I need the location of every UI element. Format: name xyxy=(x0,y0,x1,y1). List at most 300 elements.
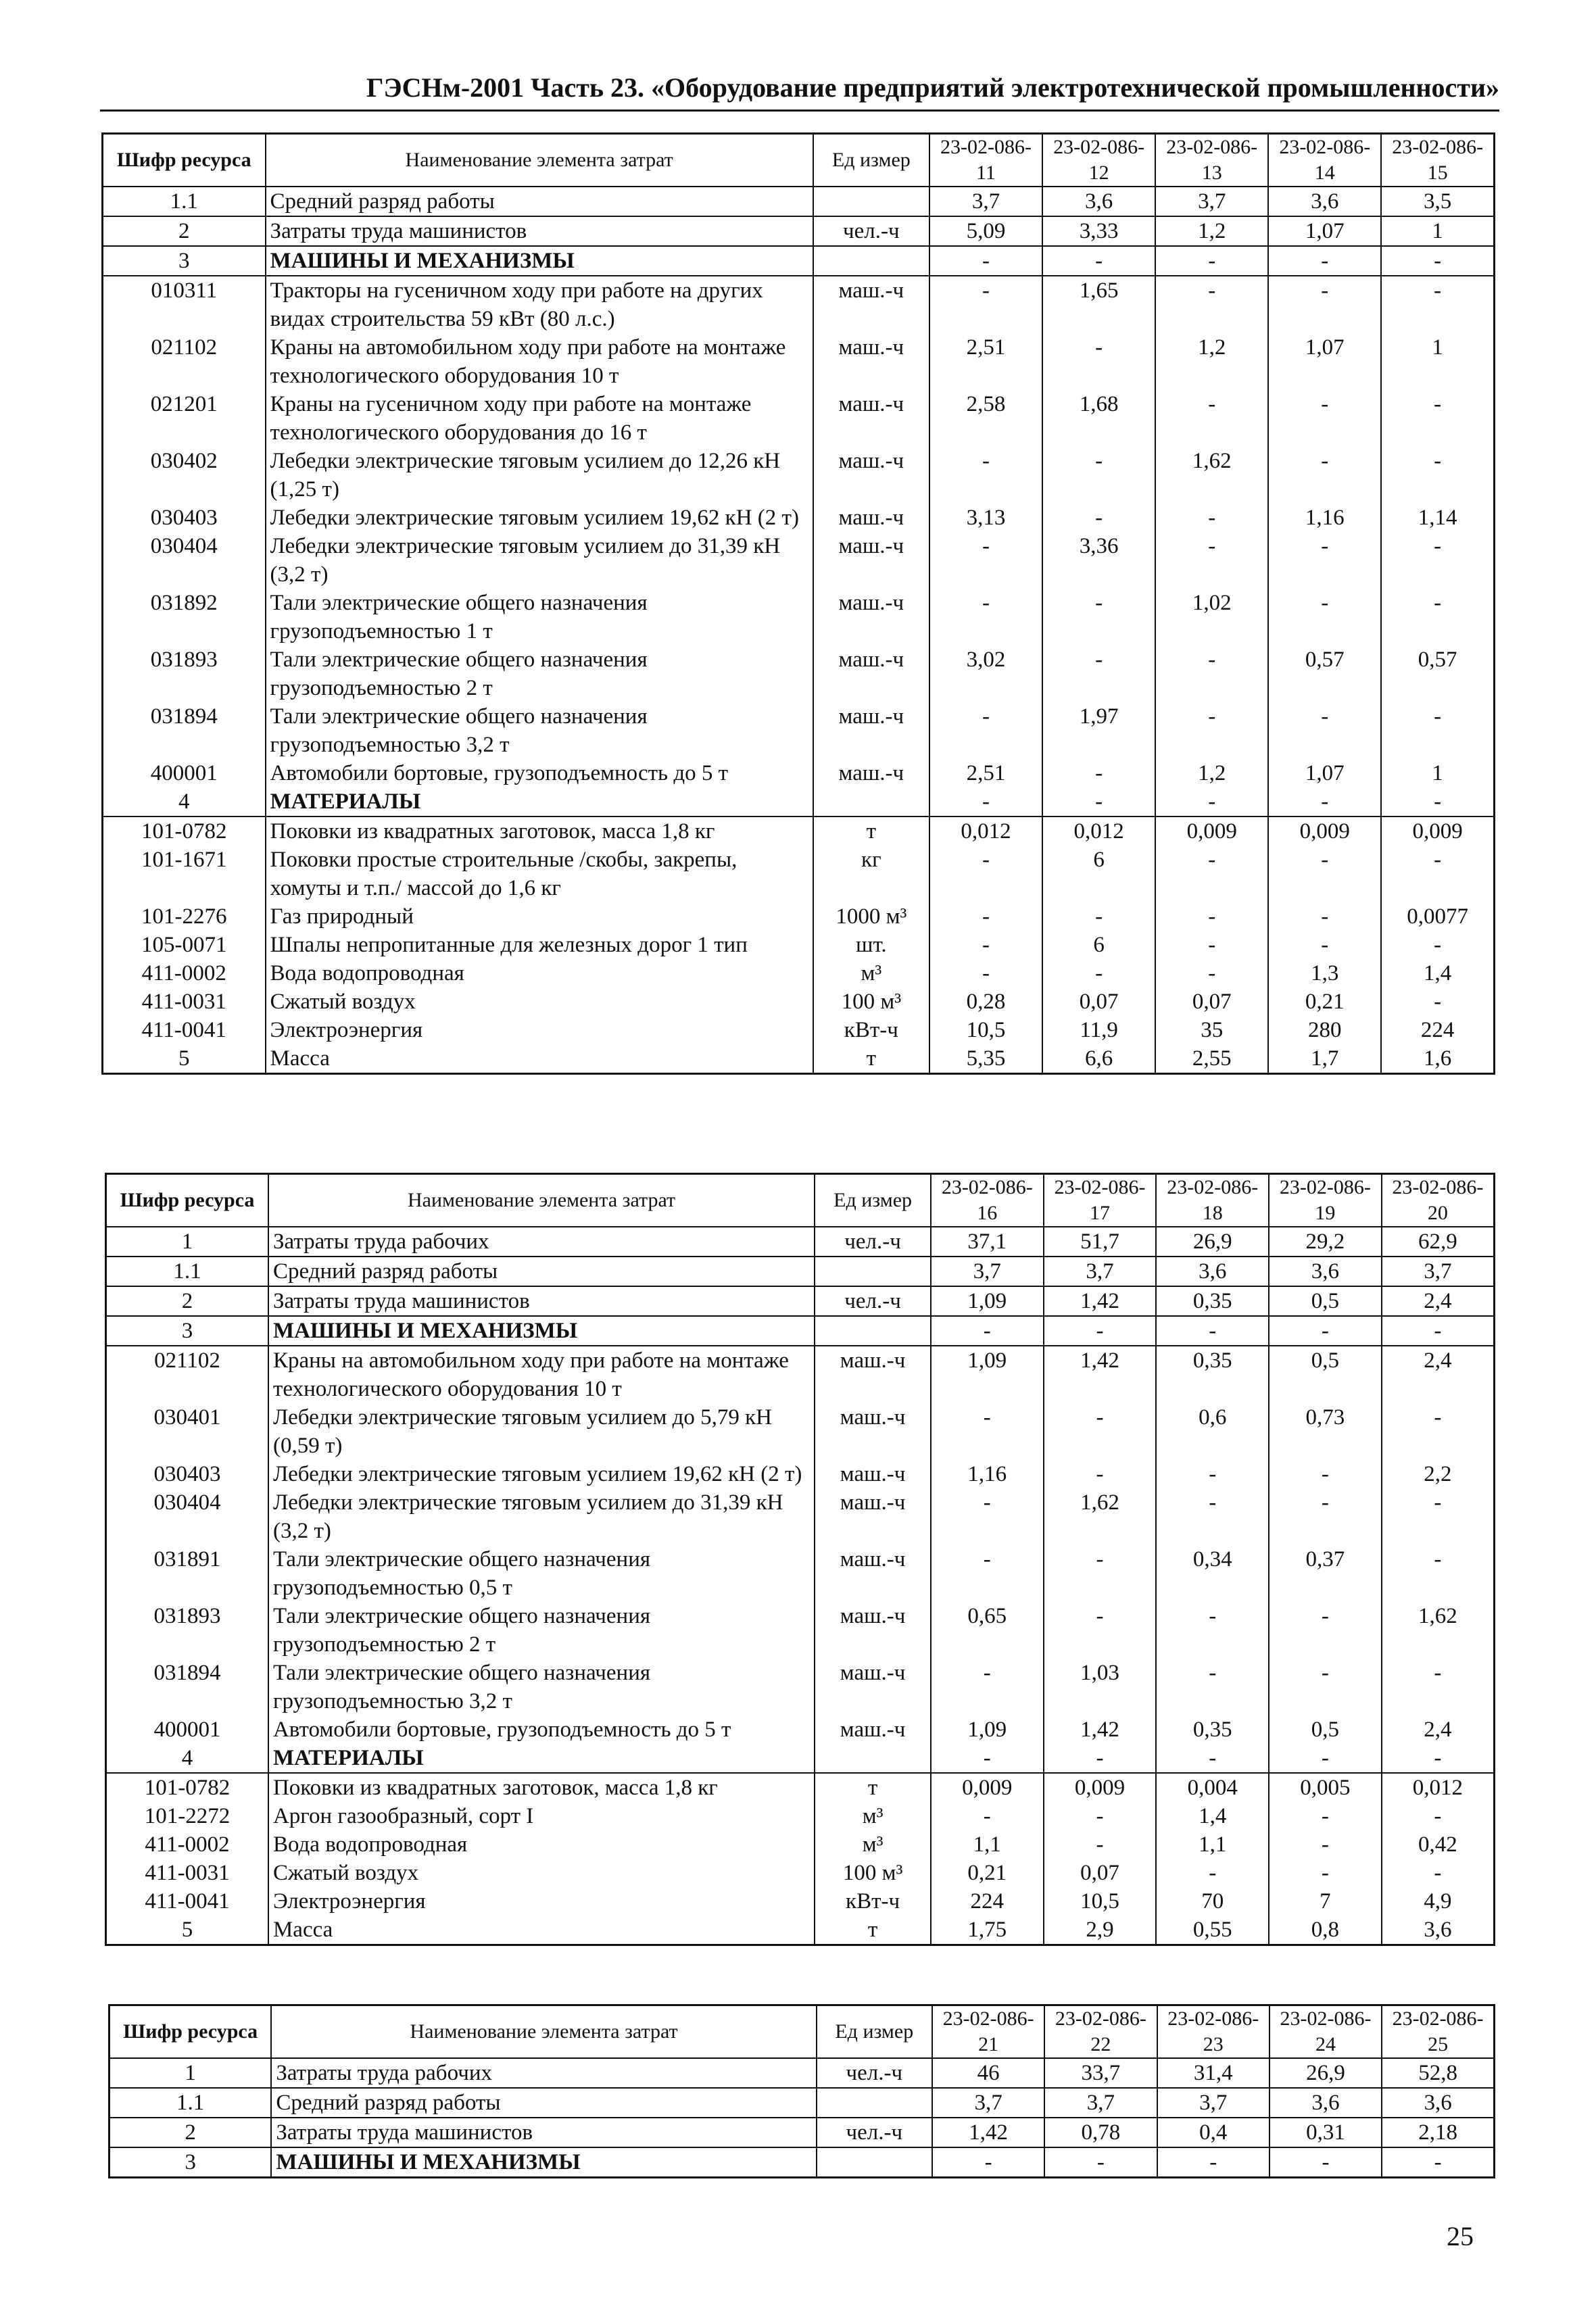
cell-value: - xyxy=(1044,1830,1157,1859)
cell-value: - xyxy=(1269,1602,1382,1659)
cell-value: - xyxy=(929,589,1042,645)
cell-value: - xyxy=(1381,447,1494,504)
cell-value: - xyxy=(1381,276,1494,333)
cell-value: 5,09 xyxy=(929,216,1042,246)
table-row xyxy=(106,1916,1495,1945)
table-row xyxy=(106,1227,1495,1257)
cell-unit: маш.-ч xyxy=(813,276,929,333)
table-row xyxy=(103,787,1495,817)
cell-value: 1,07 xyxy=(1268,216,1381,246)
cell-value: 0,35 xyxy=(1156,1286,1269,1316)
cell-value: 3,7 xyxy=(1157,2088,1269,2118)
cell-value: - xyxy=(1044,1602,1157,1659)
table-row xyxy=(106,1403,1495,1460)
cell-value: 1,16 xyxy=(931,1460,1044,1488)
cell-code: 4 xyxy=(106,1744,268,1773)
table-row xyxy=(106,1257,1495,1286)
table-row xyxy=(103,589,1495,645)
cell-value: - xyxy=(1269,1802,1382,1830)
cell-name: МАШИНЫ И МЕХАНИЗМЫ xyxy=(266,246,813,276)
cell-value: - xyxy=(1381,390,1494,447)
cell-value: - xyxy=(1155,276,1268,333)
cell-name: Тали электрические общего назначения грузоподъемностью 0,5 т xyxy=(268,1545,815,1602)
table-row xyxy=(106,1802,1495,1830)
cell-value: 0,5 xyxy=(1269,1286,1382,1316)
cell-name: Средний разряд работы xyxy=(266,187,813,216)
cell-unit: маш.-ч xyxy=(815,1715,931,1744)
cell-unit: 1000 м³ xyxy=(813,902,929,931)
cell-code: 1.1 xyxy=(103,187,266,216)
cell-value: 1,65 xyxy=(1042,276,1155,333)
cell-code: 031891 xyxy=(106,1545,268,1602)
header-norm-id: 23-02-086-16 xyxy=(931,1174,1044,1227)
table-row xyxy=(106,1887,1495,1916)
header-unit: Ед измер xyxy=(813,134,929,187)
cell-name: Лебедки электрические тяговым усилием до 5,79 кН (0,59 т) xyxy=(268,1403,815,1460)
cell-unit: м³ xyxy=(813,959,929,988)
table-row xyxy=(103,504,1495,532)
cell-value: - xyxy=(1268,846,1381,902)
cell-code: 411-0031 xyxy=(106,1859,268,1887)
cell-value: 3,33 xyxy=(1042,216,1155,246)
cell-value: 0,07 xyxy=(1044,1859,1157,1887)
cell-name: Поковки из квадратных заготовок, масса 1,8 кг xyxy=(268,1773,815,1802)
cell-code: 030404 xyxy=(106,1488,268,1545)
cell-value: 1,09 xyxy=(931,1346,1044,1403)
cell-value: 2,4 xyxy=(1382,1346,1495,1403)
cell-value: 1,1 xyxy=(931,1830,1044,1859)
cell-value: - xyxy=(931,1744,1044,1773)
resource-table-3 xyxy=(108,2004,1495,2178)
table-row xyxy=(106,1744,1495,1773)
cell-value: 33,7 xyxy=(1044,2058,1157,2088)
cell-name: Лебедки электрические тяговым усилием 19,62 кН (2 т) xyxy=(268,1460,815,1488)
cell-value: 0,65 xyxy=(931,1602,1044,1659)
cell-value: - xyxy=(1155,390,1268,447)
cell-value: 1,09 xyxy=(931,1286,1044,1316)
cell-name: МАШИНЫ И МЕХАНИЗМЫ xyxy=(268,1316,815,1346)
cell-unit: кВт-ч xyxy=(815,1887,931,1916)
cell-code: 101-1671 xyxy=(103,846,266,902)
cell-unit: маш.-ч xyxy=(813,702,929,759)
cell-value: 3,02 xyxy=(929,645,1042,702)
table-row xyxy=(103,276,1495,333)
cell-name: Краны на автомобильном ходу при работе на монтаже технологического оборудования 10 т xyxy=(268,1346,815,1403)
cell-value: 3,7 xyxy=(1155,187,1268,216)
cell-value: - xyxy=(1155,931,1268,959)
cell-value: 1 xyxy=(1381,216,1494,246)
table-row xyxy=(103,931,1495,959)
cell-unit: маш.-ч xyxy=(815,1460,931,1488)
cell-unit: т xyxy=(813,817,929,846)
cell-name: Автомобили бортовые, грузоподъемность до 5 т xyxy=(266,759,813,787)
cell-value: 3,6 xyxy=(1042,187,1155,216)
cell-value: 0,34 xyxy=(1156,1545,1269,1602)
table-row xyxy=(103,902,1495,931)
cell-unit: кг xyxy=(813,846,929,902)
cell-name: Аргон газообразный, сорт I xyxy=(268,1802,815,1830)
cell-value: - xyxy=(1157,2147,1269,2178)
cell-unit xyxy=(815,1316,931,1346)
cell-code: 2 xyxy=(103,216,266,246)
cell-value: 1,97 xyxy=(1042,702,1155,759)
cell-name: МАТЕРИАЛЫ xyxy=(266,787,813,817)
cell-value: - xyxy=(1042,333,1155,390)
table-row xyxy=(103,702,1495,759)
cell-value: 31,4 xyxy=(1157,2058,1269,2088)
cell-value: - xyxy=(1155,504,1268,532)
cell-unit: маш.-ч xyxy=(813,532,929,589)
cell-name: Вода водопроводная xyxy=(268,1830,815,1859)
table-row xyxy=(103,216,1495,246)
cell-value: - xyxy=(1042,589,1155,645)
cell-unit: м³ xyxy=(815,1830,931,1859)
cell-value: - xyxy=(1382,1659,1495,1715)
cell-code: 021102 xyxy=(106,1346,268,1403)
table-row xyxy=(103,333,1495,390)
cell-name: Тали электрические общего назначения грузоподъемностью 3,2 т xyxy=(266,702,813,759)
cell-value: - xyxy=(1155,902,1268,931)
header-norm-id: 23-02-086-19 xyxy=(1269,1174,1382,1227)
cell-value: 3,7 xyxy=(1044,1257,1157,1286)
cell-value: - xyxy=(1042,759,1155,787)
header-name: Наименование элемента затрат xyxy=(271,2005,816,2059)
cell-value: - xyxy=(1042,246,1155,276)
cell-value: 2,4 xyxy=(1382,1286,1495,1316)
cell-unit: 100 м³ xyxy=(815,1859,931,1887)
cell-value: 224 xyxy=(1381,1016,1494,1044)
table-row xyxy=(106,1715,1495,1744)
header-norm-id: 23-02-086-11 xyxy=(929,134,1042,187)
cell-code: 030403 xyxy=(103,504,266,532)
table-row xyxy=(106,1488,1495,1545)
cell-value: 0,42 xyxy=(1382,1830,1495,1859)
cell-unit: чел.-ч xyxy=(817,2118,932,2147)
cell-value: 0,35 xyxy=(1156,1346,1269,1403)
cell-code: 5 xyxy=(106,1916,268,1945)
cell-value: - xyxy=(1044,1403,1157,1460)
cell-value: - xyxy=(1268,931,1381,959)
cell-value: - xyxy=(1269,1316,1382,1346)
cell-value: 4,9 xyxy=(1382,1887,1495,1916)
cell-value: - xyxy=(1156,1859,1269,1887)
cell-unit: т xyxy=(815,1916,931,1945)
cell-name: Лебедки электрические тяговым усилием 19,62 кН (2 т) xyxy=(266,504,813,532)
cell-value: - xyxy=(1155,787,1268,817)
cell-value: - xyxy=(1044,1460,1157,1488)
cell-value: - xyxy=(1042,447,1155,504)
cell-value: 1,62 xyxy=(1382,1602,1495,1659)
cell-value: 0,0077 xyxy=(1381,902,1494,931)
cell-value: - xyxy=(1042,787,1155,817)
cell-value: 1,4 xyxy=(1156,1802,1269,1830)
cell-unit: чел.-ч xyxy=(817,2058,932,2088)
cell-name: МАШИНЫ И МЕХАНИЗМЫ xyxy=(271,2147,816,2178)
cell-value: 2,9 xyxy=(1044,1916,1157,1945)
cell-name: Шпалы непропитанные для железных дорог 1 тип xyxy=(266,931,813,959)
cell-code: 031893 xyxy=(103,645,266,702)
cell-value: - xyxy=(929,702,1042,759)
cell-unit xyxy=(813,246,929,276)
header-norm-id: 23-02-086-21 xyxy=(932,2005,1044,2059)
cell-value: - xyxy=(931,1316,1044,1346)
cell-value: 1,02 xyxy=(1155,589,1268,645)
cell-name: Тали электрические общего назначения грузоподъемностью 1 т xyxy=(266,589,813,645)
cell-value: - xyxy=(1381,787,1494,817)
cell-unit xyxy=(813,787,929,817)
cell-value: 1,16 xyxy=(1268,504,1381,532)
table-header-row xyxy=(103,134,1495,187)
cell-value: 35 xyxy=(1155,1016,1268,1044)
cell-value: - xyxy=(1382,1802,1495,1830)
cell-unit: маш.-ч xyxy=(813,447,929,504)
cell-value: - xyxy=(1042,504,1155,532)
cell-name: Сжатый воздух xyxy=(268,1859,815,1887)
cell-code: 4 xyxy=(103,787,266,817)
header-norm-id: 23-02-086-15 xyxy=(1381,134,1494,187)
cell-value: 2,58 xyxy=(929,390,1042,447)
cell-name: Вода водопроводная xyxy=(266,959,813,988)
cell-code: 030401 xyxy=(106,1403,268,1460)
cell-value: 2,55 xyxy=(1155,1044,1268,1074)
cell-value: 0,31 xyxy=(1269,2118,1382,2147)
cell-value: - xyxy=(1268,246,1381,276)
cell-value: 0,37 xyxy=(1269,1545,1382,1602)
table-row xyxy=(103,447,1495,504)
header-norm-id: 23-02-086-25 xyxy=(1382,2005,1494,2059)
cell-value: - xyxy=(1042,902,1155,931)
cell-name: Автомобили бортовые, грузоподъемность до 5 т xyxy=(268,1715,815,1744)
cell-value: 1,62 xyxy=(1155,447,1268,504)
resource-table-1 xyxy=(101,132,1495,1075)
header-norm-id: 23-02-086-20 xyxy=(1382,1174,1495,1227)
cell-value: 3,7 xyxy=(932,2088,1044,2118)
cell-value: 6,6 xyxy=(1042,1044,1155,1074)
cell-value: 3,7 xyxy=(1044,2088,1157,2118)
table-row xyxy=(110,2088,1495,2118)
cell-value: - xyxy=(1044,1316,1157,1346)
cell-unit: маш.-ч xyxy=(815,1403,931,1460)
cell-value: - xyxy=(1382,1859,1495,1887)
cell-value: 1,1 xyxy=(1156,1830,1269,1859)
cell-name: Лебедки электрические тяговым усилием до 31,39 кН (3,2 т) xyxy=(268,1488,815,1545)
cell-unit: маш.-ч xyxy=(813,390,929,447)
cell-value: - xyxy=(1269,2147,1382,2178)
table-row xyxy=(106,1830,1495,1859)
cell-code: 2 xyxy=(110,2118,272,2147)
table-row xyxy=(110,2147,1495,2178)
cell-code: 411-0041 xyxy=(103,1016,266,1044)
cell-value: 0,07 xyxy=(1155,988,1268,1016)
header-norm-id: 23-02-086-23 xyxy=(1157,2005,1269,2059)
cell-code: 411-0041 xyxy=(106,1887,268,1916)
cell-value: 2,18 xyxy=(1382,2118,1494,2147)
cell-value: - xyxy=(1044,1744,1157,1773)
header-norm-id: 23-02-086-24 xyxy=(1269,2005,1382,2059)
cell-value: - xyxy=(1044,1545,1157,1602)
cell-value: 6 xyxy=(1042,846,1155,902)
cell-value: - xyxy=(929,276,1042,333)
cell-value: 0,004 xyxy=(1156,1773,1269,1802)
cell-code: 030402 xyxy=(103,447,266,504)
cell-unit: чел.-ч xyxy=(815,1227,931,1257)
cell-value: 3,36 xyxy=(1042,532,1155,589)
cell-value: - xyxy=(1268,276,1381,333)
cell-code: 031892 xyxy=(103,589,266,645)
cell-value: 1,75 xyxy=(931,1916,1044,1945)
cell-value: - xyxy=(929,846,1042,902)
cell-value: 0,009 xyxy=(1155,817,1268,846)
cell-value: 0,005 xyxy=(1269,1773,1382,1802)
cell-value: 52,8 xyxy=(1382,2058,1494,2088)
cell-code: 030404 xyxy=(103,532,266,589)
header-code: Шифр ресурса xyxy=(106,1174,268,1227)
cell-name: Тали электрические общего назначения грузоподъемностью 2 т xyxy=(268,1602,815,1659)
cell-value: 2,51 xyxy=(929,333,1042,390)
cell-code: 101-2276 xyxy=(103,902,266,931)
cell-value: 0,4 xyxy=(1157,2118,1269,2147)
table-row xyxy=(106,1773,1495,1802)
cell-value: - xyxy=(931,1403,1044,1460)
cell-value: 224 xyxy=(931,1887,1044,1916)
cell-value: - xyxy=(1042,959,1155,988)
cell-code: 5 xyxy=(103,1044,266,1074)
cell-value: - xyxy=(931,1488,1044,1545)
table-row xyxy=(103,1016,1495,1044)
cell-code: 3 xyxy=(106,1316,268,1346)
cell-name: Электроэнергия xyxy=(266,1016,813,1044)
cell-name: Тали электрические общего назначения грузоподъемностью 3,2 т xyxy=(268,1659,815,1715)
cell-value: 6 xyxy=(1042,931,1155,959)
cell-name: Затраты труда машинистов xyxy=(266,216,813,246)
table-row xyxy=(103,532,1495,589)
cell-value: 0,57 xyxy=(1381,645,1494,702)
cell-name: Газ природный xyxy=(266,902,813,931)
cell-value: - xyxy=(929,959,1042,988)
cell-value: - xyxy=(1044,1802,1157,1830)
cell-value: - xyxy=(1156,1316,1269,1346)
page-number: 25 xyxy=(1447,2221,1474,2251)
header-name: Наименование элемента затрат xyxy=(266,134,813,187)
cell-value: 3,6 xyxy=(1269,2088,1382,2118)
cell-value: - xyxy=(1381,532,1494,589)
cell-unit: м³ xyxy=(815,1802,931,1830)
cell-value: 1,42 xyxy=(1044,1286,1157,1316)
cell-value: 3,6 xyxy=(1156,1257,1269,1286)
cell-value: - xyxy=(1381,589,1494,645)
cell-value: 26,9 xyxy=(1156,1227,1269,1257)
cell-name: Масса xyxy=(268,1916,815,1945)
cell-value: - xyxy=(1042,645,1155,702)
cell-value: - xyxy=(1268,589,1381,645)
cell-unit: маш.-ч xyxy=(813,759,929,787)
cell-name: Краны на автомобильном ходу при работе на монтаже технологического оборудования 10 т xyxy=(266,333,813,390)
cell-value: 3,13 xyxy=(929,504,1042,532)
cell-value: 1,7 xyxy=(1268,1044,1381,1074)
cell-unit xyxy=(817,2147,932,2178)
cell-value: - xyxy=(1268,902,1381,931)
cell-code: 411-0002 xyxy=(106,1830,268,1859)
cell-value: 0,78 xyxy=(1044,2118,1157,2147)
cell-value: 0,73 xyxy=(1269,1403,1382,1460)
header-norm-id: 23-02-086-14 xyxy=(1268,134,1381,187)
cell-code: 021201 xyxy=(103,390,266,447)
cell-unit: чел.-ч xyxy=(815,1286,931,1316)
cell-value: 1,3 xyxy=(1268,959,1381,988)
cell-unit xyxy=(813,187,929,216)
header-norm-id: 23-02-086-17 xyxy=(1044,1174,1157,1227)
cell-value: 10,5 xyxy=(929,1016,1042,1044)
cell-value: - xyxy=(1269,1488,1382,1545)
cell-name: Тракторы на гусеничном ходу при работе на других видах строительства 59 кВт (80 л.с.) xyxy=(266,276,813,333)
cell-value: 1,2 xyxy=(1155,216,1268,246)
cell-value: - xyxy=(1381,931,1494,959)
table-row xyxy=(103,390,1495,447)
cell-code: 3 xyxy=(110,2147,272,2178)
cell-value: 70 xyxy=(1156,1887,1269,1916)
cell-value: - xyxy=(1269,1830,1382,1859)
cell-value: - xyxy=(931,1545,1044,1602)
cell-code: 2 xyxy=(106,1286,268,1316)
header-code: Шифр ресурса xyxy=(103,134,266,187)
cell-value: - xyxy=(1155,645,1268,702)
cell-name: Средний разряд работы xyxy=(271,2088,816,2118)
table-row xyxy=(103,959,1495,988)
cell-code: 030403 xyxy=(106,1460,268,1488)
cell-name: Поковки простые строительные /скобы, закрепы, хомуты и т.п./ массой до 1,6 кг xyxy=(266,846,813,902)
table-row xyxy=(106,1602,1495,1659)
cell-value: 10,5 xyxy=(1044,1887,1157,1916)
cell-value: - xyxy=(929,532,1042,589)
cell-value: - xyxy=(1381,988,1494,1016)
resource-table-2 xyxy=(105,1173,1495,1946)
cell-unit: маш.-ч xyxy=(815,1602,931,1659)
cell-unit: маш.-ч xyxy=(813,504,929,532)
cell-value: 37,1 xyxy=(931,1227,1044,1257)
cell-value: - xyxy=(1156,1488,1269,1545)
cell-value: 1,07 xyxy=(1268,333,1381,390)
cell-value: 0,35 xyxy=(1156,1715,1269,1744)
header-name: Наименование элемента затрат xyxy=(268,1174,815,1227)
cell-value: 0,009 xyxy=(1381,817,1494,846)
cell-value: - xyxy=(1268,532,1381,589)
cell-value: 3,5 xyxy=(1381,187,1494,216)
cell-code: 031893 xyxy=(106,1602,268,1659)
cell-value: - xyxy=(931,1802,1044,1830)
cell-code: 031894 xyxy=(103,702,266,759)
cell-code: 101-0782 xyxy=(106,1773,268,1802)
cell-value: 0,012 xyxy=(1382,1773,1495,1802)
cell-code: 1 xyxy=(106,1227,268,1257)
cell-code: 021102 xyxy=(103,333,266,390)
cell-value: 0,012 xyxy=(1042,817,1155,846)
header-norm-id: 23-02-086-12 xyxy=(1042,134,1155,187)
cell-value: - xyxy=(1382,1403,1495,1460)
cell-value: 1,09 xyxy=(931,1715,1044,1744)
cell-value: 1,42 xyxy=(1044,1346,1157,1403)
table-row xyxy=(106,1859,1495,1887)
cell-value: - xyxy=(1156,1744,1269,1773)
cell-value: - xyxy=(929,447,1042,504)
table-header-row xyxy=(106,1174,1495,1227)
cell-value: - xyxy=(1269,1460,1382,1488)
cell-name: Затраты труда машинистов xyxy=(271,2118,816,2147)
cell-value: 0,009 xyxy=(931,1773,1044,1802)
cell-unit: маш.-ч xyxy=(813,589,929,645)
cell-value: 0,28 xyxy=(929,988,1042,1016)
table-row xyxy=(103,246,1495,276)
table-row xyxy=(106,1545,1495,1602)
